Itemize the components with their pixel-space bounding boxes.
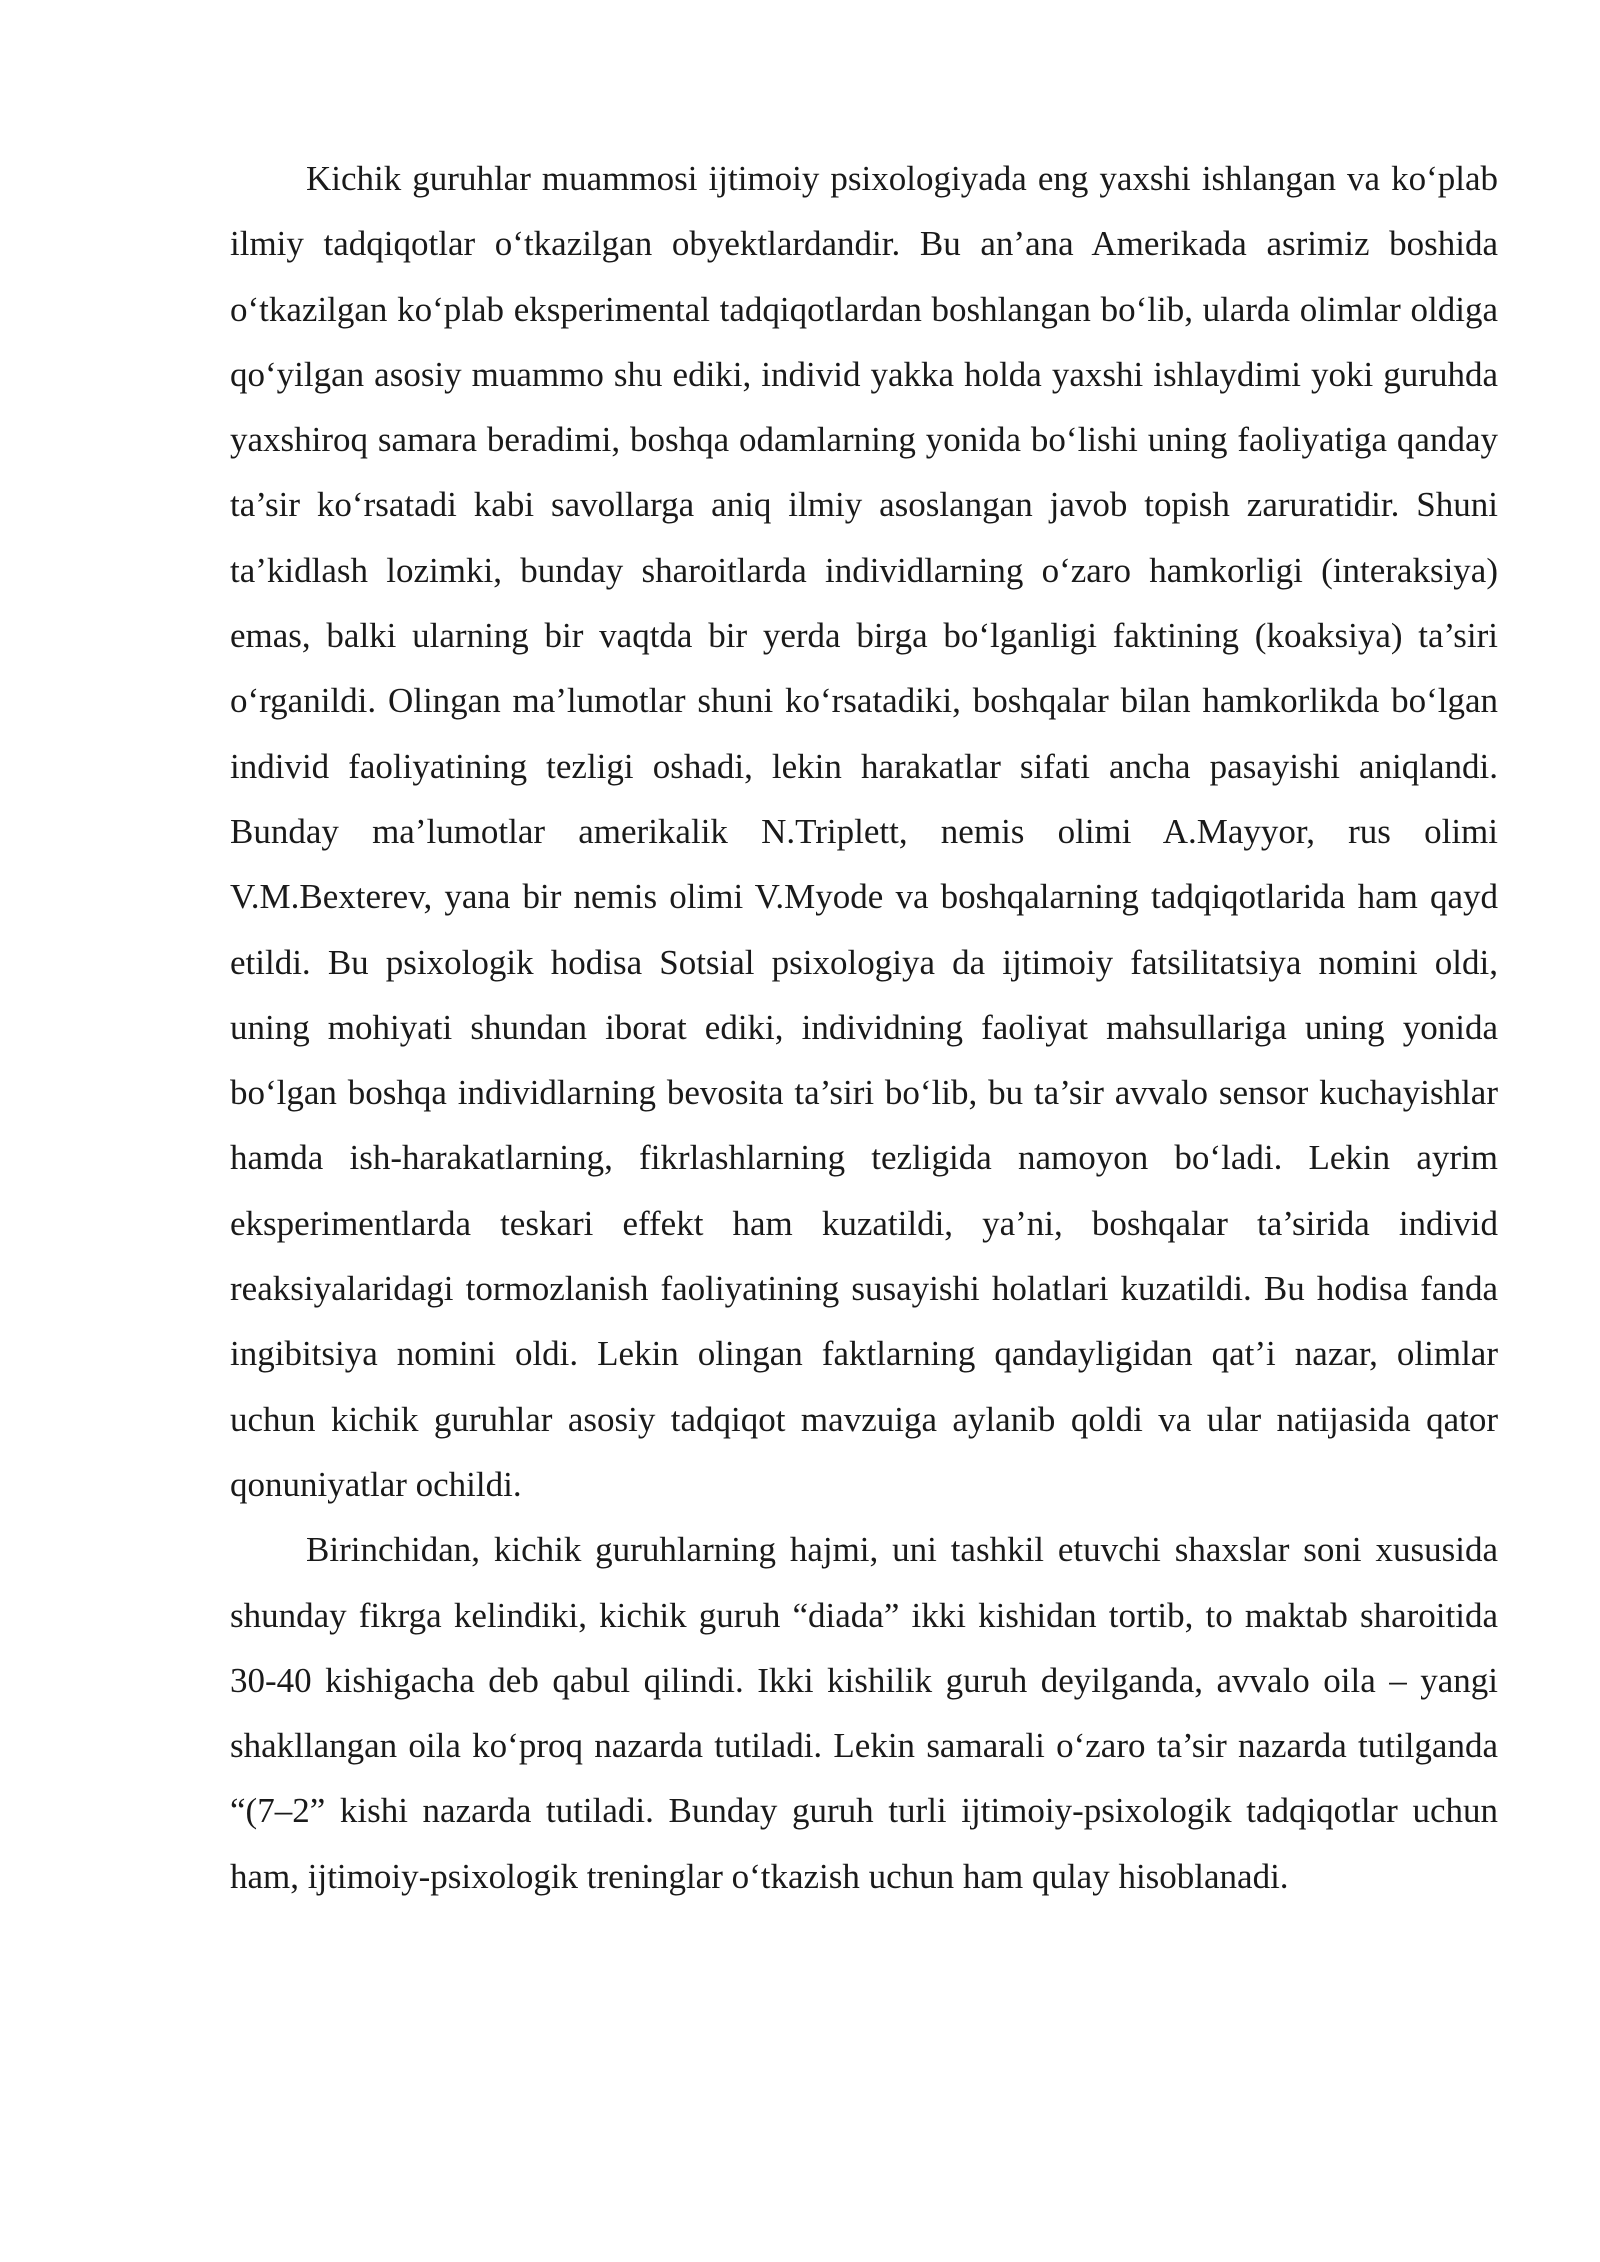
paragraph-small-groups-research: Kichik guruhlar muammosi ijtimoiy psixologiyada eng yaxshi ishlangan va ko‘plab ilmiy tadqiqotlar o‘tkazilgan obyektlardandir. Bu an’ana Amerikada asrimiz boshida o‘tkazilgan ko‘plab eksperimental tadqiqotlardan boshlangan bo‘lib, ularda olimlar oldiga qo‘yilgan asosiy muammo shu ediki, individ yakka holda yaxshi ishlaydimi yoki guruhda yaxshiroq samara beradimi, boshqa odamlarning yonida bo‘lishi uning faoliyatiga qanday ta’sir ko‘rsatadi kabi savollarga aniq ilmiy asoslangan javob topish zaruratidir. Shuni ta’kidlash lozimki, bunday sharoitlarda individlarning o‘zaro hamkorligi (interaksiya) emas, balki ularning bir vaqtda bir yerda birga bo‘lganligi faktining (koaksiya) ta’siri o‘rganildi. Olingan ma’lumotlar shuni ko‘rsatadiki, boshqalar bilan hamkorlikda bo‘lgan individ faoliyatining tezligi oshadi, lekin harakatlar sifati ancha pasayishi aniqlandi. Bunday ma’lumotlar amerikalik N.Triplett, nemis olimi A.Mayyor, rus olimi V.M.Bexterev, yana bir nemis olimi V.Myode va boshqalarning tadqiqotlarida ham qayd etildi. Bu psixologik hodisa Sotsial psixologiya da ijtimoiy fatsilitatsiya nomini oldi, uning mohiyati shundan iborat ediki, individning faoliyat mahsullariga uning yonida bo‘lgan boshqa individlarning bevosita ta’siri bo‘lib, bu ta’sir avvalo sensor kuchayishlar hamda ish-harakatlarning, fikrlashlarning tezligida namoyon bo‘ladi. Lekin ayrim eksperimentlarda teskari effekt ham kuzatildi, ya’ni, boshqalar ta’sirida individ reaksiyalaridagi tormozlanish faoliyatining susayishi holatlari kuzatildi. Bu hodisa fanda ingibitsiya nomini oldi. Lekin olingan faktlarning qandayligidan qat’i nazar, olimlar uchun kichik guruhlar asosiy tadqiqot mavzuiga aylanib qoldi va ular natijasida qator qonuniyatlar ochildi. (230, 159, 1498, 1504)
document-page (230, 146, 1498, 1909)
paragraph-group-size: Birinchidan, kichik guruhlarning hajmi, uni tashkil etuvchi shaxslar soni xususida shunday fikrga kelindiki, kichik guruh “diada” ikki kishidan tortib, to maktab sharoitida 30-40 kishigacha deb qabul qilindi. Ikki kishilik guruh deyilganda, avvalo oila – yangi shakllangan oila ko‘proq nazarda tutiladi. Lekin samarali o‘zaro ta’sir nazarda tutilganda “(7–2” kishi nazarda tutiladi. Bunday guruh turli ijtimoiy-psixologik tadqiqotlar uchun ham, ijtimoiy-psixologik treninglar o‘tkazish uchun ham qulay hisoblanadi. (230, 1530, 1498, 1896)
